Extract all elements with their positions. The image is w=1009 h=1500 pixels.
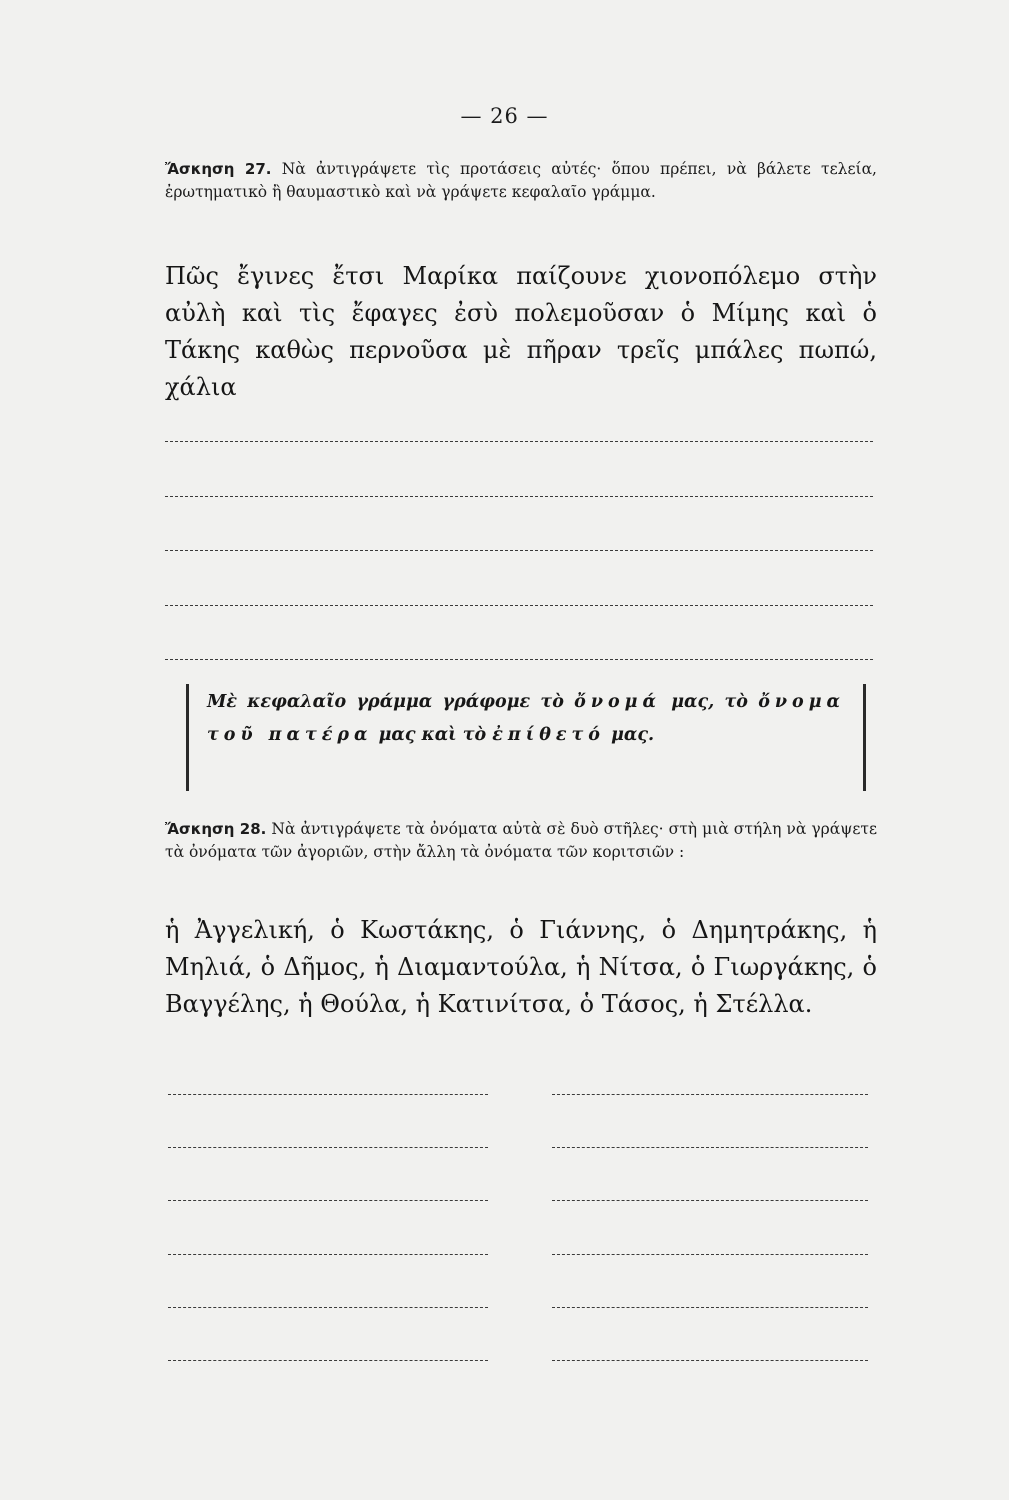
writing-line <box>168 1360 488 1361</box>
exercise-27-instruction-text: Νὰ ἀντιγράψετε τὶς προτάσεις αὐτές· ὅπου πρέπει, νὰ βάλετε τελεία, ἐρωτηματικὸ ἢ θαυμαστικὸ καὶ νὰ γράψετε κεφαλαῖο γράμμα. <box>165 160 877 201</box>
exercise-28-text: ἡ Ἀγγελική, ὁ Κωστάκης, ὁ Γιάννης, ὁ Δημητράκης, ἡ Μηλιά, ὁ Δῆμος, ἡ Διαμαντούλα, ἡ Νίτσα, ὁ Γιωργάκης, ὁ Βαγγέλης, ἡ Θούλα, ἡ Κατινίτσα, ὁ Τάσος, ἡ Στέλλα. <box>165 916 877 1018</box>
writing-line <box>552 1307 868 1308</box>
writing-line <box>552 1360 868 1361</box>
page-number: — 26 — <box>460 104 549 128</box>
writing-line <box>168 1094 488 1095</box>
writing-line <box>168 1307 488 1308</box>
grammar-rule-box <box>186 684 866 791</box>
writing-line <box>552 1094 868 1095</box>
writing-line <box>168 1200 488 1201</box>
writing-line <box>165 605 873 606</box>
exercise-28-label: Ἄσκηση 28. <box>165 820 267 838</box>
writing-line <box>165 441 873 442</box>
grammar-rule-text: Μὲ κεφαλαῖο γράμμα γράφομε τὸ ὄνομά μας, τὸ ὄνομα τοῦ πατέρα μας καὶ τὸ ἐπίθετό μας. <box>207 692 845 745</box>
exercise-28-instruction-text: Νὰ ἀντιγράψετε τὰ ὀνόματα αὐτὰ σὲ δυὸ στῆλες· στὴ μιὰ στήλη νὰ γράψετε τὰ ὀνόματα τῶν ἀγοριῶν, στὴν ἄλλη τὰ ὀνόματα τῶν κοριτσιῶν : <box>165 820 877 861</box>
writing-line <box>168 1147 488 1148</box>
writing-line <box>552 1147 868 1148</box>
exercise-28-instruction <box>165 818 877 864</box>
exercise-27-label: Ἄσκηση 27. <box>165 160 272 178</box>
writing-line <box>165 659 873 660</box>
writing-line <box>165 496 873 497</box>
exercise-27-text: Πῶς ἔγινες ἔτσι Μαρίκα παίζουνε χιονοπόλεμο στὴν αὐλὴ καὶ τὶς ἔφαγες ἐσὺ πολεμοῦσαν ὁ Μίμης καὶ ὁ Τάκης καθὼς περνοῦσα μὲ πῆραν τρεῖς μπάλες πωπώ, χάλια <box>165 262 877 401</box>
writing-line <box>165 550 873 551</box>
exercise-27-instruction <box>165 158 877 204</box>
writing-line <box>552 1254 868 1255</box>
writing-line <box>168 1254 488 1255</box>
writing-line <box>552 1200 868 1201</box>
